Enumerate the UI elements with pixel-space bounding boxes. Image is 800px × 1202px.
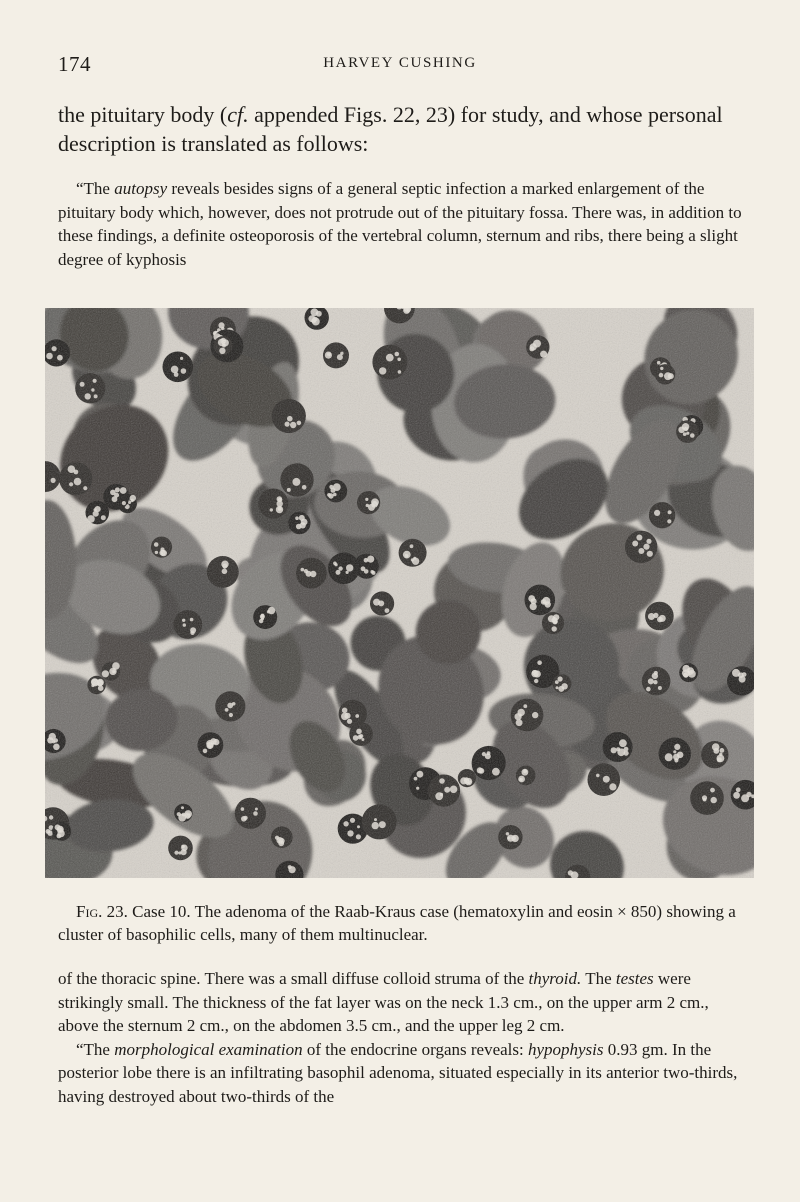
caption-body: 23. Case 10. The adenoma of the Raab-Kraus case (hematoxylin and eosin × 850) showing a cluster of basophilic cells, many of them multinuclear. [58, 902, 736, 944]
p1-part3: were strikingly small. The thickness of the fat layer was on the neck 1.3 cm., on the upper arm 2 cm., above the sternum 2 cm., on the abdomen 3.5 cm., and the upper leg 2 cm. [58, 969, 709, 1035]
figure-caption [58, 900, 752, 946]
p1-part1: of the thoracic spine. There was a small diffuse colloid struma of the [58, 969, 529, 988]
caption-label: Fig. [76, 902, 103, 921]
thyroid-term: thyroid. [528, 969, 582, 988]
lead-text [58, 100, 748, 158]
p2-part3: 0.93 gm. In the posterior lobe there is an infiltrating basophil adenoma, situated especially in its anterior two-thirds, having destroyed about two-thirds of the [58, 1039, 738, 1106]
p1-part2: The [581, 969, 616, 988]
cf-abbrev: cf. [227, 102, 249, 127]
running-head: HARVEY CUSHING [323, 55, 477, 71]
body-text [58, 967, 750, 1108]
autopsy-quote [58, 177, 750, 271]
morphological-term: morphological examination [114, 1039, 303, 1059]
lead-text-part1: the pituitary body ( [58, 102, 228, 127]
lead-text-part2: appended Figs. 22, 23) for study, and whose personal description is translated as follows: [58, 102, 723, 156]
body-paragraph-1 [58, 967, 750, 1038]
micrograph-figure [45, 308, 754, 878]
quote-part1: “The [76, 179, 115, 198]
quote-part2: reveals besides signs of a general septic infection a marked enlargement of the pituitary body which, however, does not protrude out of the pituitary fossa. There was, in addition to these findings, a definite osteoporosis of the vertebral column, sternum and ribs, there being a slight degree of kyphosis [58, 179, 742, 269]
testes-term: testes [615, 969, 654, 988]
quote-paragraph [58, 177, 750, 271]
p2-part2: of the endocrine organs reveals: [302, 1039, 528, 1059]
lead-paragraph [58, 100, 748, 158]
caption-text [58, 900, 752, 946]
p2-part1: “The [76, 1039, 115, 1059]
autopsy-term: autopsy [114, 179, 168, 198]
body-paragraph-2 [58, 1038, 750, 1109]
hypophysis-term: hypophysis [527, 1039, 604, 1059]
micrograph-image [45, 308, 754, 878]
page-number: 174 [58, 52, 91, 76]
